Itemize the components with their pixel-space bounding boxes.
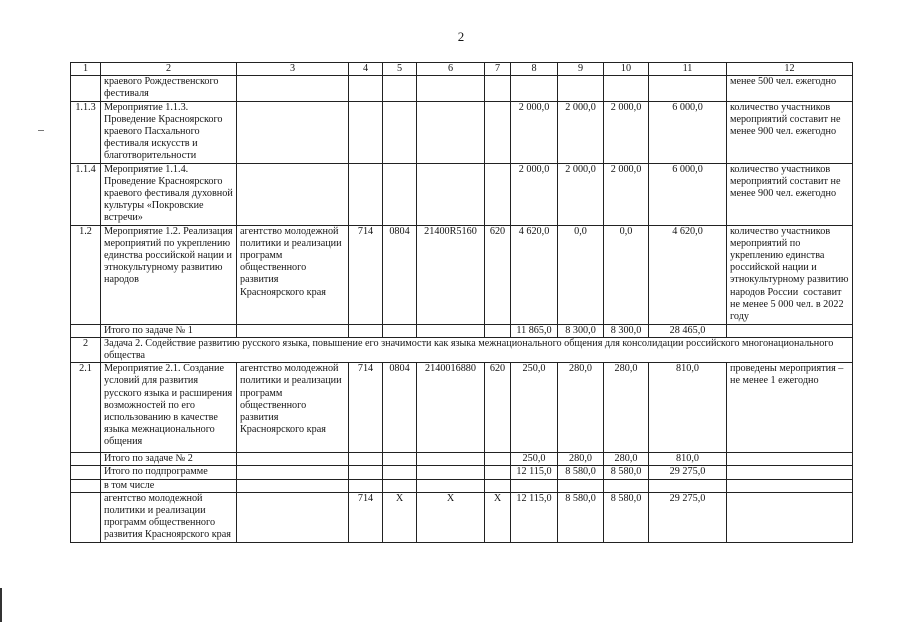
row-continuation-col6 — [417, 76, 485, 101]
row-total-task2-col9: 280,0 — [558, 453, 604, 466]
row-2-1-col4: 714 — [349, 363, 383, 453]
row-agency-col4: 714 — [349, 492, 383, 542]
row-total-task1-col5 — [383, 324, 417, 337]
row-total-subprogram — [71, 466, 853, 479]
row-including-col9 — [558, 479, 604, 492]
row-total-subprogram-col2: Итого по подпрограмме — [101, 466, 237, 479]
row-continuation-col9 — [558, 76, 604, 101]
row-agency-col6: Х — [417, 492, 485, 542]
header-col1: 1 — [71, 63, 101, 76]
row-continuation-col7 — [485, 76, 511, 101]
row-1-1-3 — [71, 101, 853, 163]
row-total-task1-col3 — [237, 324, 349, 337]
row-total-task2-col6 — [417, 453, 485, 466]
row-total-task1 — [71, 324, 853, 337]
page-number: 2 — [457, 29, 465, 44]
row-continuation-col11 — [649, 76, 727, 101]
row-including-col5 — [383, 479, 417, 492]
row-1-2-col9: 0,0 — [558, 225, 604, 324]
row-1-1-4-col6 — [417, 163, 485, 225]
row-total-task1-col8: 11 865,0 — [511, 324, 558, 337]
row-including-col3 — [237, 479, 349, 492]
row-task2-col1: 2 — [71, 337, 101, 362]
row-total-task2-col12 — [727, 453, 853, 466]
row-including-col6 — [417, 479, 485, 492]
row-including-col1 — [71, 479, 101, 492]
header-col8: 8 — [511, 63, 558, 76]
row-total-subprogram-col6 — [417, 466, 485, 479]
row-total-subprogram-col8: 12 115,0 — [511, 466, 558, 479]
header-row — [71, 63, 853, 76]
row-2-1-col5: 0804 — [383, 363, 417, 453]
row-1-1-3-col9: 2 000,0 — [558, 101, 604, 163]
header-col9: 9 — [558, 63, 604, 76]
row-1-2-col1: 1.2 — [71, 225, 101, 324]
row-total-task2-col10: 280,0 — [604, 453, 649, 466]
row-1-1-4-col7 — [485, 163, 511, 225]
row-2-1 — [71, 363, 853, 453]
row-including-col11 — [649, 479, 727, 492]
row-1-1-4-col4 — [349, 163, 383, 225]
row-agency-col7: Х — [485, 492, 511, 542]
row-1-1-4-col2: Мероприятие 1.1.4. Проведение Красноярского краевого фестиваля духовной культуры «Покровские встречи» — [101, 163, 237, 225]
row-1-2-col5: 0804 — [383, 225, 417, 324]
row-2-1-col2: Мероприятие 2.1. Создание условий для развития русского языка и расширения возможностей по его использованию в качестве языка межнационального общения — [101, 363, 237, 453]
row-total-task2-col2: Итого по задаче № 2 — [101, 453, 237, 466]
row-total-task2 — [71, 453, 853, 466]
row-1-1-3-col5 — [383, 101, 417, 163]
row-2-1-col8: 250,0 — [511, 363, 558, 453]
row-continuation-col8 — [511, 76, 558, 101]
row-1-1-4-col1: 1.1.4 — [71, 163, 101, 225]
row-1-1-4-col12: количество участников мероприятий составит не менее 900 чел. ежегодно — [727, 163, 853, 225]
row-1-1-4-col9: 2 000,0 — [558, 163, 604, 225]
row-1-2-col7: 620 — [485, 225, 511, 324]
row-2-1-col11: 810,0 — [649, 363, 727, 453]
row-1-2-col10: 0,0 — [604, 225, 649, 324]
row-1-1-3-col12: количество участников мероприятий составит не менее 900 чел. ежегодно — [727, 101, 853, 163]
row-2-1-col10: 280,0 — [604, 363, 649, 453]
header-col11: 11 — [649, 63, 727, 76]
row-1-1-3-col7 — [485, 101, 511, 163]
row-1-1-3-col11: 6 000,0 — [649, 101, 727, 163]
row-including-col12 — [727, 479, 853, 492]
row-1-1-4-col5 — [383, 163, 417, 225]
row-total-task1-col10: 8 300,0 — [604, 324, 649, 337]
row-task2 — [71, 337, 853, 362]
row-1-1-4-col10: 2 000,0 — [604, 163, 649, 225]
row-total-subprogram-col5 — [383, 466, 417, 479]
row-total-task2-col3 — [237, 453, 349, 466]
row-continuation-col2: краевого Рождественского фестиваля — [101, 76, 237, 101]
row-total-task1-col12 — [727, 324, 853, 337]
scan-edge-mark — [0, 588, 2, 622]
row-2-1-col6: 2140016880 — [417, 363, 485, 453]
row-continuation-col4 — [349, 76, 383, 101]
program-activities-table — [70, 62, 853, 543]
row-1-2-col11: 4 620,0 — [649, 225, 727, 324]
row-2-1-col12: проведены мероприятия – не менее 1 ежегодно — [727, 363, 853, 453]
row-1-1-4-col3 — [237, 163, 349, 225]
row-1-2-col4: 714 — [349, 225, 383, 324]
row-agency-col3 — [237, 492, 349, 542]
row-agency-col10: 8 580,0 — [604, 492, 649, 542]
row-including-col10 — [604, 479, 649, 492]
row-agency-col12 — [727, 492, 853, 542]
header-col6: 6 — [417, 63, 485, 76]
row-total-subprogram-col11: 29 275,0 — [649, 466, 727, 479]
row-total-task1-col9: 8 300,0 — [558, 324, 604, 337]
row-total-task1-col7 — [485, 324, 511, 337]
row-task2-description: Задача 2. Содействие развитию русского языка, повышение его значимости как языка межнационального общения для консолидации российского многонационального общества — [101, 337, 853, 362]
header-col7: 7 — [485, 63, 511, 76]
row-agency-col8: 12 115,0 — [511, 492, 558, 542]
row-continuation-col5 — [383, 76, 417, 101]
row-total-subprogram-col7 — [485, 466, 511, 479]
row-1-1-3-col2: Мероприятие 1.1.3. Проведение Красноярского краевого Пасхального фестиваля искусств и благотворительности — [101, 101, 237, 163]
header-col12: 12 — [727, 63, 853, 76]
row-including — [71, 479, 853, 492]
row-2-1-col7: 620 — [485, 363, 511, 453]
row-including-col4 — [349, 479, 383, 492]
row-including-col7 — [485, 479, 511, 492]
row-total-task2-col7 — [485, 453, 511, 466]
row-total-task1-col6 — [417, 324, 485, 337]
row-agency-col2: агентство молодежной политики и реализации программ общественного развития Красноярского края — [101, 492, 237, 542]
row-1-2 — [71, 225, 853, 324]
header-col3: 3 — [237, 63, 349, 76]
row-agency-col5: Х — [383, 492, 417, 542]
row-1-2-col8: 4 620,0 — [511, 225, 558, 324]
header-col5: 5 — [383, 63, 417, 76]
row-total-task2-col11: 810,0 — [649, 453, 727, 466]
row-total-subprogram-col3 — [237, 466, 349, 479]
row-continuation-col12: менее 500 чел. ежегодно — [727, 76, 853, 101]
header-col4: 4 — [349, 63, 383, 76]
row-agency — [71, 492, 853, 542]
row-1-2-col6: 21400R5160 — [417, 225, 485, 324]
row-total-task1-col11: 28 465,0 — [649, 324, 727, 337]
row-total-task2-col8: 250,0 — [511, 453, 558, 466]
row-continuation — [71, 76, 853, 101]
row-total-task2-col5 — [383, 453, 417, 466]
row-total-task1-col2: Итого по задаче № 1 — [101, 324, 237, 337]
row-1-1-3-col6 — [417, 101, 485, 163]
row-1-2-col2: Мероприятие 1.2. Реализация мероприятий по укреплению единства российской нации и этнокультурному развитию народов — [101, 225, 237, 324]
row-total-task1-col1 — [71, 324, 101, 337]
row-total-task1-col4 — [349, 324, 383, 337]
row-including-col8 — [511, 479, 558, 492]
row-agency-col1 — [71, 492, 101, 542]
header-col10: 10 — [604, 63, 649, 76]
row-total-subprogram-col9: 8 580,0 — [558, 466, 604, 479]
row-total-subprogram-col10: 8 580,0 — [604, 466, 649, 479]
row-2-1-col1: 2.1 — [71, 363, 101, 453]
row-1-1-4-col11: 6 000,0 — [649, 163, 727, 225]
row-1-1-4-col8: 2 000,0 — [511, 163, 558, 225]
row-1-1-3-col4 — [349, 101, 383, 163]
row-total-task2-col1 — [71, 453, 101, 466]
row-1-2-col12: количество участников мероприятий по укреплению единства российской нации и этнокультурному развитию народов России составит не менее 5 000 чел. в 2022 году — [727, 225, 853, 324]
row-total-subprogram-col1 — [71, 466, 101, 479]
row-total-subprogram-col12 — [727, 466, 853, 479]
row-1-1-3-col8: 2 000,0 — [511, 101, 558, 163]
row-continuation-col3 — [237, 76, 349, 101]
row-including-col2: в том числе — [101, 479, 237, 492]
row-1-1-3-col1: 1.1.3 — [71, 101, 101, 163]
row-continuation-col10 — [604, 76, 649, 101]
row-1-1-3-col10: 2 000,0 — [604, 101, 649, 163]
row-2-1-col3: агентство молодежной политики и реализации программ общественного развития Красноярского края — [237, 363, 349, 453]
row-total-subprogram-col4 — [349, 466, 383, 479]
row-1-1-4 — [71, 163, 853, 225]
row-continuation-col1 — [71, 76, 101, 101]
row-2-1-col9: 280,0 — [558, 363, 604, 453]
row-agency-col11: 29 275,0 — [649, 492, 727, 542]
row-1-1-3-col3 — [237, 101, 349, 163]
header-col2: 2 — [101, 63, 237, 76]
row-1-2-col3: агентство молодежной политики и реализации программ общественного развития Красноярского края — [237, 225, 349, 324]
scan-margin-mark — [38, 130, 44, 131]
row-agency-col9: 8 580,0 — [558, 492, 604, 542]
row-total-task2-col4 — [349, 453, 383, 466]
